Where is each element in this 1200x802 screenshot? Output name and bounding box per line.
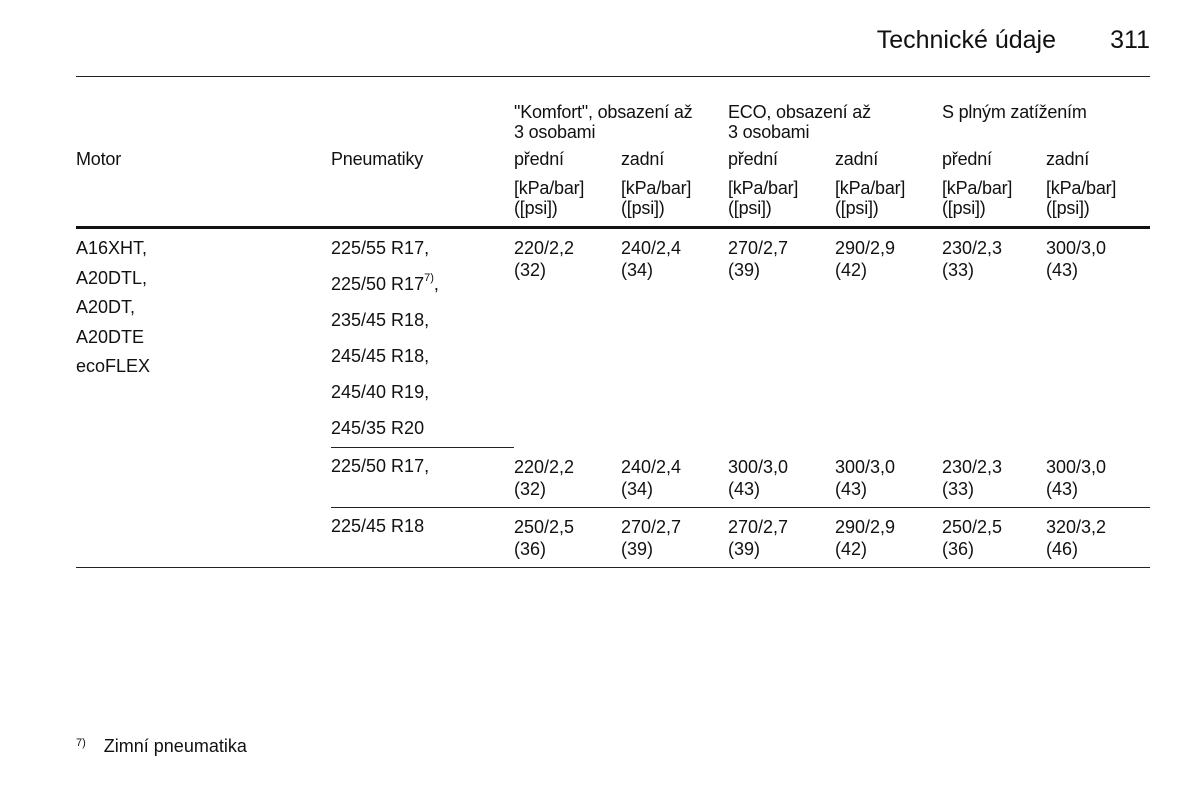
- column-header-rear: zadní: [1046, 149, 1090, 169]
- pressure-value: 230/2,3 (33): [942, 238, 1003, 280]
- pressure-value: 250/2,5 (36): [942, 508, 1046, 568]
- pressure-value: 240/2,4 (34): [621, 238, 682, 280]
- group-header-full-load: S plným zatížením: [942, 102, 1087, 122]
- table-row: [76, 228, 1150, 267]
- header-spacer: [331, 100, 514, 146]
- footnote: [76, 736, 247, 757]
- column-header-front: přední: [942, 149, 992, 169]
- motor-name: ecoFLEX: [76, 356, 151, 376]
- unit-label: [kPa/bar] ([psi]): [514, 178, 585, 218]
- pressure-value: 270/2,7 (39): [728, 238, 789, 280]
- pressure-value: 320/3,2 (46): [1046, 508, 1150, 568]
- pressure-value: 250/2,5 (36): [514, 508, 621, 568]
- pressure-value: 220/2,2 (32): [514, 238, 575, 280]
- unit-label: [kPa/bar] ([psi]): [728, 178, 799, 218]
- pressure-value: 230/2,3 (33): [942, 448, 1046, 508]
- footnote-reference: 7): [424, 272, 434, 284]
- header-spacer: [76, 100, 331, 146]
- column-header-tires: Pneumatiky: [331, 149, 424, 169]
- pressure-value: 220/2,2 (32): [514, 448, 621, 508]
- pressure-value: 290/2,9 (42): [835, 508, 942, 568]
- tire-size: 225/50 R17$^{7)}$,: [331, 272, 439, 294]
- motor-name: A20DT,: [76, 297, 136, 317]
- pressure-value: 240/2,4 (34): [621, 448, 728, 508]
- column-header-rear: zadní: [835, 149, 879, 169]
- pressure-value: 290/2,9 (42): [835, 238, 896, 280]
- unit-label: [kPa/bar] ([psi]): [835, 178, 906, 218]
- tire-size: 225/45 R18: [331, 508, 514, 568]
- group-header-eco: ECO, obsazení až 3 osobami: [728, 102, 871, 142]
- tire-size: 225/55 R17,: [331, 238, 430, 258]
- motor-name: A16XHT,: [76, 238, 148, 258]
- column-header-motor: Motor: [76, 149, 122, 169]
- tire-size: 225/50 R17,: [331, 448, 514, 508]
- tire-size: 245/45 R18,: [331, 346, 430, 366]
- unit-label: [kPa/bar] ([psi]): [942, 178, 1013, 218]
- section-title: Technické údaje: [876, 26, 1056, 54]
- motor-name: A20DTE: [76, 326, 145, 347]
- header-spacer: [76, 172, 331, 228]
- pressure-value: 270/2,7 (39): [728, 508, 835, 568]
- header-spacer: [331, 172, 514, 228]
- footnote-mark: 7): [76, 737, 86, 749]
- motor-cell: [76, 228, 331, 568]
- pressure-value: 300/3,0 (43): [1046, 238, 1107, 280]
- page-number: 311: [1110, 26, 1150, 54]
- tire-size: 235/45 R18,: [331, 310, 430, 330]
- unit-label: [kPa/bar] ([psi]): [1046, 178, 1117, 218]
- page-header: [76, 24, 1150, 77]
- pressure-value: 300/3,0 (43): [728, 448, 835, 508]
- column-header-rear: zadní: [621, 149, 665, 169]
- tire-size: 245/35 R20: [331, 410, 514, 448]
- motor-name: A20DTL,: [76, 267, 148, 288]
- column-header-front: přední: [728, 149, 778, 169]
- pressure-value: 300/3,0 (43): [1046, 448, 1150, 508]
- tire-pressure-table: [76, 100, 1150, 568]
- pressure-value: 300/3,0 (43): [835, 448, 942, 508]
- group-header-comfort: "Komfort", obsazení až 3 osobami: [514, 102, 693, 142]
- column-header-front: přední: [514, 149, 564, 169]
- footnote-text: Zimní pneumatika: [103, 736, 247, 756]
- unit-label: [kPa/bar] ([psi]): [621, 178, 692, 218]
- tire-size: 245/40 R19,: [331, 382, 430, 402]
- pressure-value: 270/2,7 (39): [621, 508, 728, 568]
